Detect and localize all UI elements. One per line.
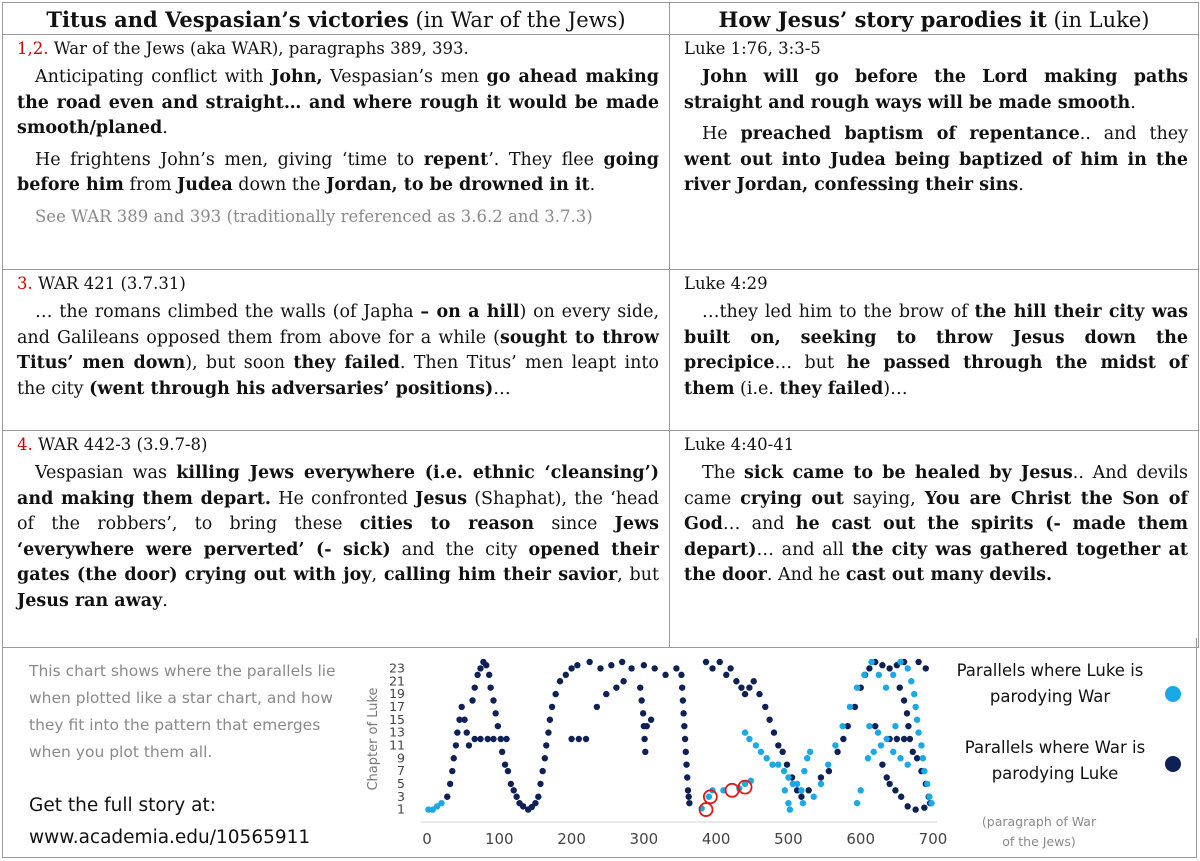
legend-luke-parodying: Parallels where Luke is parodying War: [956, 661, 1144, 706]
point-war-parodying-luke: [703, 659, 709, 665]
point-war-parodying-luke: [818, 774, 824, 780]
point-luke-parodying-war: [781, 768, 787, 774]
point-war-parodying-luke: [487, 684, 493, 690]
comparison-table: [2, 2, 1199, 648]
row-2-luke-para: …they led him to the brow of the hill their city was built on, seeking to throw Jesus down the precipice… but he passed through the midst of them (i.e. they failed)…: [684, 302, 1188, 399]
point-luke-parodying-war: [868, 659, 874, 665]
point-war-parodying-luke: [547, 717, 553, 723]
point-luke-parodying-war: [905, 761, 911, 767]
point-luke-parodying-war: [866, 723, 872, 729]
point-luke-parodying-war: [915, 729, 921, 735]
point-war-parodying-luke: [485, 736, 491, 742]
point-war-parodying-luke: [798, 794, 804, 800]
point-luke-parodying-war: [807, 749, 813, 755]
point-war-parodying-luke: [915, 659, 921, 665]
point-war-parodying-luke: [652, 665, 658, 671]
point-war-parodying-luke: [469, 697, 475, 703]
point-luke-parodying-war: [798, 787, 804, 793]
point-war-parodying-luke: [905, 803, 911, 809]
point-war-parodying-luke: [771, 729, 777, 735]
y-tick-label: 19: [389, 686, 405, 702]
legend-dark-blue-marker: [1165, 756, 1181, 772]
point-war-parodying-luke: [563, 672, 569, 678]
point-war-parodying-luke: [545, 729, 551, 735]
y-tick-label: 21: [389, 673, 405, 689]
point-luke-parodying-war: [876, 672, 882, 678]
point-luke-parodying-war: [912, 704, 918, 710]
point-war-parodying-luke: [637, 684, 643, 690]
point-war-parodying-luke: [466, 742, 472, 748]
point-luke-parodying-war: [832, 742, 838, 748]
point-war-parodying-luke: [905, 723, 911, 729]
point-luke-parodying-war: [920, 755, 926, 761]
point-war-parodying-luke: [680, 697, 686, 703]
point-luke-parodying-war: [921, 768, 927, 774]
point-luke-parodying-war: [858, 787, 864, 793]
get-story: [29, 790, 310, 854]
point-war-parodying-luke: [886, 665, 892, 671]
point-war-parodying-luke: [879, 662, 885, 668]
point-war-parodying-luke: [756, 691, 762, 697]
point-war-parodying-luke: [603, 691, 609, 697]
point-war-parodying-luke: [866, 665, 872, 671]
point-war-parodying-luke: [552, 691, 558, 697]
point-luke-parodying-war: [883, 684, 889, 690]
point-war-parodying-luke: [733, 678, 739, 684]
x-tick-label: 200: [557, 830, 586, 848]
point-war-parodying-luke: [910, 749, 916, 755]
point-luke-parodying-war: [875, 729, 881, 735]
point-war-parodying-luke: [717, 659, 723, 665]
point-war-parodying-luke: [685, 787, 691, 793]
point-war-parodying-luke: [451, 755, 457, 761]
x-axis-ticks: [422, 830, 947, 848]
x-tick-label: 500: [774, 830, 803, 848]
point-war-parodying-luke: [495, 723, 501, 729]
data-points: [425, 659, 935, 813]
row-1-luke-para-2: He preached baptism of repentance.. and they went out into Judea being baptized of him in the river Jordan, confessing their sins.: [684, 124, 1189, 195]
point-war-parodying-luke: [568, 736, 574, 742]
row-3-luke-ref: Luke 4:40-41: [684, 435, 795, 454]
point-war-parodying-luke: [502, 761, 508, 767]
point-war-parodying-luke: [683, 749, 689, 755]
header-row: [3, 3, 1199, 35]
y-tick-label: 11: [389, 737, 405, 753]
point-war-parodying-luke: [648, 717, 654, 723]
row-1-war-ref: 1,2. War of the Jews (aka WAR), paragraphs 389, 393.: [17, 39, 469, 58]
point-war-parodying-luke: [490, 736, 496, 742]
row-3: [3, 431, 1199, 648]
point-war-parodying-luke: [898, 794, 904, 800]
point-luke-parodying-war: [782, 787, 788, 793]
row-1-luke-ref: Luke 1:76, 3:3-5: [684, 39, 821, 58]
point-war-parodying-luke: [449, 768, 455, 774]
point-war-parodying-luke: [490, 697, 496, 703]
point-war-parodying-luke: [583, 736, 589, 742]
x-tick-label: 700: [918, 830, 948, 848]
point-luke-parodying-war: [918, 742, 924, 748]
point-war-parodying-luke: [513, 794, 519, 800]
point-war-parodying-luke: [923, 665, 929, 671]
point-war-parodying-luke: [644, 723, 650, 729]
point-war-parodying-luke: [840, 736, 846, 742]
point-war-parodying-luke: [779, 749, 785, 755]
point-war-parodying-luke: [453, 742, 459, 748]
point-luke-parodying-war: [928, 800, 934, 806]
point-war-parodying-luke: [872, 723, 878, 729]
point-war-parodying-luke: [535, 794, 541, 800]
point-war-parodying-luke: [746, 684, 752, 690]
row-2-war-ref: 3. WAR 421 (3.7.31): [17, 274, 186, 293]
point-war-parodying-luke: [511, 787, 517, 793]
point-war-parodying-luke: [498, 736, 504, 742]
point-luke-parodying-war: [787, 806, 793, 812]
point-luke-parodying-war: [706, 794, 712, 800]
row-2-war-cell: [3, 270, 670, 431]
point-luke-parodying-war: [742, 729, 748, 735]
header-left: Titus and Vespasian’s victories (in War of the Jews): [3, 3, 670, 35]
point-war-parodying-luke: [537, 781, 543, 787]
point-war-parodying-luke: [444, 794, 450, 800]
point-war-parodying-luke: [594, 704, 600, 710]
point-war-parodying-luke: [742, 691, 748, 697]
point-war-parodying-luke: [454, 729, 460, 735]
point-luke-parodying-war: [865, 755, 871, 761]
point-luke-parodying-war: [890, 672, 896, 678]
point-war-parodying-luke: [613, 684, 619, 690]
y-tick-label: 13: [389, 724, 405, 740]
point-war-parodying-luke: [640, 710, 646, 716]
point-war-parodying-luke: [901, 697, 907, 703]
row-2-luke-cell: [670, 270, 1199, 431]
point-war-parodying-luke: [447, 781, 453, 787]
point-war-parodying-luke: [727, 665, 733, 671]
point-luke-parodying-war: [871, 749, 877, 755]
point-war-parodying-luke: [472, 684, 478, 690]
header-right: How Jesus’ story parodies it (in Luke): [670, 3, 1199, 35]
point-luke-parodying-war: [764, 755, 770, 761]
point-war-parodying-luke: [775, 742, 781, 748]
point-war-parodying-luke: [886, 781, 892, 787]
point-war-parodying-luke: [723, 672, 729, 678]
point-war-parodying-luke: [738, 684, 744, 690]
point-war-parodying-luke: [477, 665, 483, 671]
point-war-parodying-luke: [486, 672, 492, 678]
row-3-war-para: Vespasian was killing Jews everywhere (i.e. ethnic ‘cleansing’) and making them depart. He confronted Jesus (Shaphat), the ‘head of the robbers’, to bring these cities to reason since Jews ‘everywhere were perverted’ (- sick) and the city opened their gates (the door) crying out with joy, calling him their savior, but Jesus ran away.: [17, 463, 659, 611]
point-luke-parodying-war: [785, 774, 791, 780]
point-war-parodying-luke: [474, 672, 480, 678]
point-war-parodying-luke: [458, 704, 464, 710]
row-1-war-note: See WAR 389 and 393 (traditionally referenced as 3.6.2 and 3.7.3): [35, 206, 593, 226]
point-war-parodying-luke: [597, 665, 603, 671]
row-3-war-ref: 4. WAR 442-3 (3.9.7-8): [17, 435, 208, 454]
point-war-parodying-luke: [503, 736, 509, 742]
point-war-parodying-luke: [508, 781, 514, 787]
point-war-parodying-luke: [586, 659, 592, 665]
y-tick-label: 7: [397, 763, 405, 779]
point-luke-parodying-war: [884, 736, 890, 742]
point-war-parodying-luke: [904, 710, 910, 716]
point-war-parodying-luke: [892, 787, 898, 793]
point-war-parodying-luke: [499, 749, 505, 755]
point-war-parodying-luke: [686, 800, 692, 806]
point-war-parodying-luke: [894, 736, 900, 742]
point-war-parodying-luke: [680, 710, 686, 716]
point-luke-parodying-war: [854, 800, 860, 806]
point-war-parodying-luke: [709, 665, 715, 671]
point-war-parodying-luke: [679, 684, 685, 690]
point-war-parodying-luke: [879, 761, 885, 767]
row-3-war-cell: [3, 431, 670, 648]
point-luke-parodying-war: [804, 755, 810, 761]
point-war-parodying-luke: [619, 659, 625, 665]
point-luke-parodying-war: [758, 749, 764, 755]
point-war-parodying-luke: [574, 662, 580, 668]
x-tick-label: 300: [629, 830, 659, 848]
point-war-parodying-luke: [681, 723, 687, 729]
point-luke-parodying-war: [847, 704, 853, 710]
point-luke-parodying-war: [775, 761, 781, 767]
legend-war-parodying: Parallels where War is parodying Luke: [964, 738, 1146, 783]
point-luke-parodying-war: [897, 755, 903, 761]
point-war-parodying-luke: [897, 684, 903, 690]
point-war-parodying-luke: [684, 774, 690, 780]
point-war-parodying-luke: [477, 736, 483, 742]
point-war-parodying-luke: [914, 755, 920, 761]
point-war-parodying-luke: [505, 768, 511, 774]
point-war-parodying-luke: [901, 736, 907, 742]
point-war-parodying-luke: [543, 742, 549, 748]
x-axis-note: (paragraph of War of the Jews): [981, 814, 1097, 849]
row-2: [3, 270, 1199, 431]
point-war-parodying-luke: [834, 749, 840, 755]
row-2-war-para: … the romans climbed the walls (of Japha – on a hill) on every side, and Galileans opposed them from above for a while (sought to throw Titus’ men down), but soon they failed. Then Titus’ men leapt into the city (went through his adversaries’ positions)…: [17, 302, 660, 399]
point-war-parodying-luke: [682, 736, 688, 742]
point-war-parodying-luke: [492, 710, 498, 716]
y-tick-label: 3: [397, 788, 405, 804]
point-war-parodying-luke: [549, 704, 555, 710]
point-war-parodying-luke: [826, 768, 832, 774]
x-tick-label: 400: [701, 830, 731, 848]
point-war-parodying-luke: [539, 768, 545, 774]
document: [2, 2, 1198, 859]
get-story-label: Get the full story at:: [29, 795, 216, 816]
point-luke-parodying-war: [905, 665, 911, 671]
row-3-luke-cell: [670, 431, 1199, 648]
point-war-parodying-luke: [685, 794, 691, 800]
point-war-parodying-luke: [766, 717, 772, 723]
point-war-parodying-luke: [642, 749, 648, 755]
point-war-parodying-luke: [628, 665, 634, 671]
point-war-parodying-luke: [461, 717, 467, 723]
point-war-parodying-luke: [662, 672, 668, 678]
point-luke-parodying-war: [926, 794, 932, 800]
point-war-parodying-luke: [576, 736, 582, 742]
scatter-chart: [361, 652, 951, 852]
point-war-parodying-luke: [683, 761, 689, 767]
point-war-parodying-luke: [673, 665, 679, 671]
point-war-parodying-luke: [542, 755, 548, 761]
point-luke-parodying-war: [818, 781, 824, 787]
row-1: [3, 35, 1199, 270]
point-war-parodying-luke: [751, 678, 757, 684]
point-war-parodying-luke: [620, 678, 626, 684]
y-tick-label: 5: [397, 775, 405, 791]
point-war-parodying-luke: [472, 736, 478, 742]
point-luke-parodying-war: [897, 659, 903, 665]
row-3-luke-para: The sick came to be healed by Jesus.. And devils came crying out saying, You are Christ the Son of God… and he cast out the spirits (- made them depart)… and all the city was gathered together at the door. And he cast out many devils.: [684, 463, 1188, 585]
point-war-parodying-luke: [884, 774, 890, 780]
y-axis-ticks: [389, 660, 405, 816]
row-1-luke-cell: [670, 35, 1199, 270]
point-luke-parodying-war: [861, 672, 867, 678]
legend-light-blue-marker: [1165, 686, 1181, 702]
point-luke-parodying-war: [785, 800, 791, 806]
x-tick-label: 0: [422, 830, 432, 848]
point-war-parodying-luke: [762, 704, 768, 710]
row-2-luke-ref: Luke 4:29: [684, 274, 768, 293]
x-tick-label: 600: [846, 830, 876, 848]
point-war-parodying-luke: [568, 665, 574, 671]
point-war-parodying-luke: [805, 787, 811, 793]
point-war-parodying-luke: [921, 804, 927, 810]
get-story-url[interactable]: www.academia.edu/10565911: [29, 827, 311, 848]
point-luke-parodying-war: [800, 800, 806, 806]
point-war-parodying-luke: [532, 800, 538, 806]
y-tick-label: 1: [397, 801, 405, 817]
point-luke-parodying-war: [811, 794, 817, 800]
point-luke-parodying-war: [924, 781, 930, 787]
point-war-parodying-luke: [557, 678, 563, 684]
y-tick-label: 15: [389, 711, 405, 727]
point-luke-parodying-war: [911, 691, 917, 697]
point-war-parodying-luke: [912, 806, 918, 812]
point-luke-parodying-war: [908, 678, 914, 684]
point-luke-parodying-war: [753, 742, 759, 748]
point-luke-parodying-war: [914, 717, 920, 723]
x-tick-label: 100: [484, 830, 514, 848]
y-tick-label: 23: [389, 660, 405, 676]
row-1-war-para-2: He frightens John’s men, giving ‘time to repent’. They flee going before him from Judea down the Jordan, to be drowned in it.: [17, 149, 659, 195]
y-tick-label: 17: [389, 698, 405, 714]
point-luke-parodying-war: [438, 800, 444, 806]
point-war-parodying-luke: [608, 662, 614, 668]
point-luke-parodying-war: [801, 768, 807, 774]
point-war-parodying-luke: [641, 736, 647, 742]
row-1-war-cell: [3, 35, 670, 270]
point-war-parodying-luke: [638, 697, 644, 703]
point-luke-parodying-war: [825, 761, 831, 767]
row-1-war-para-1: Anticipating conflict with John, Vespasian’s men go ahead making the road even and straight… and where rough it would be made smooth/planed.: [17, 67, 659, 138]
point-war-parodying-luke: [483, 662, 489, 668]
point-war-parodying-luke: [784, 761, 790, 767]
y-tick-label: 9: [397, 750, 405, 766]
chart-panel: [2, 638, 1197, 858]
point-luke-parodying-war: [746, 736, 752, 742]
point-luke-parodying-war: [878, 742, 884, 748]
row-1-luke-para-1: John will go before the Lord making paths straight and rough ways will be made smooth.: [684, 67, 1188, 113]
y-axis-label: Chapter of Luke: [366, 687, 381, 791]
point-war-parodying-luke: [678, 672, 684, 678]
point-luke-parodying-war: [892, 723, 898, 729]
point-war-parodying-luke: [907, 736, 913, 742]
point-luke-parodying-war: [769, 761, 775, 767]
point-luke-parodying-war: [854, 684, 860, 690]
point-luke-parodying-war: [839, 723, 845, 729]
point-luke-parodying-war: [794, 781, 800, 787]
chart-caption: This chart shows where the parallels lie when plotted like a star chart, and how they fit into the pattern that emerges when you plot them all.: [29, 662, 336, 761]
point-war-parodying-luke: [641, 662, 647, 668]
point-war-parodying-luke: [464, 729, 470, 735]
highlighted-parallel-circle: [726, 784, 739, 797]
point-luke-parodying-war: [890, 749, 896, 755]
